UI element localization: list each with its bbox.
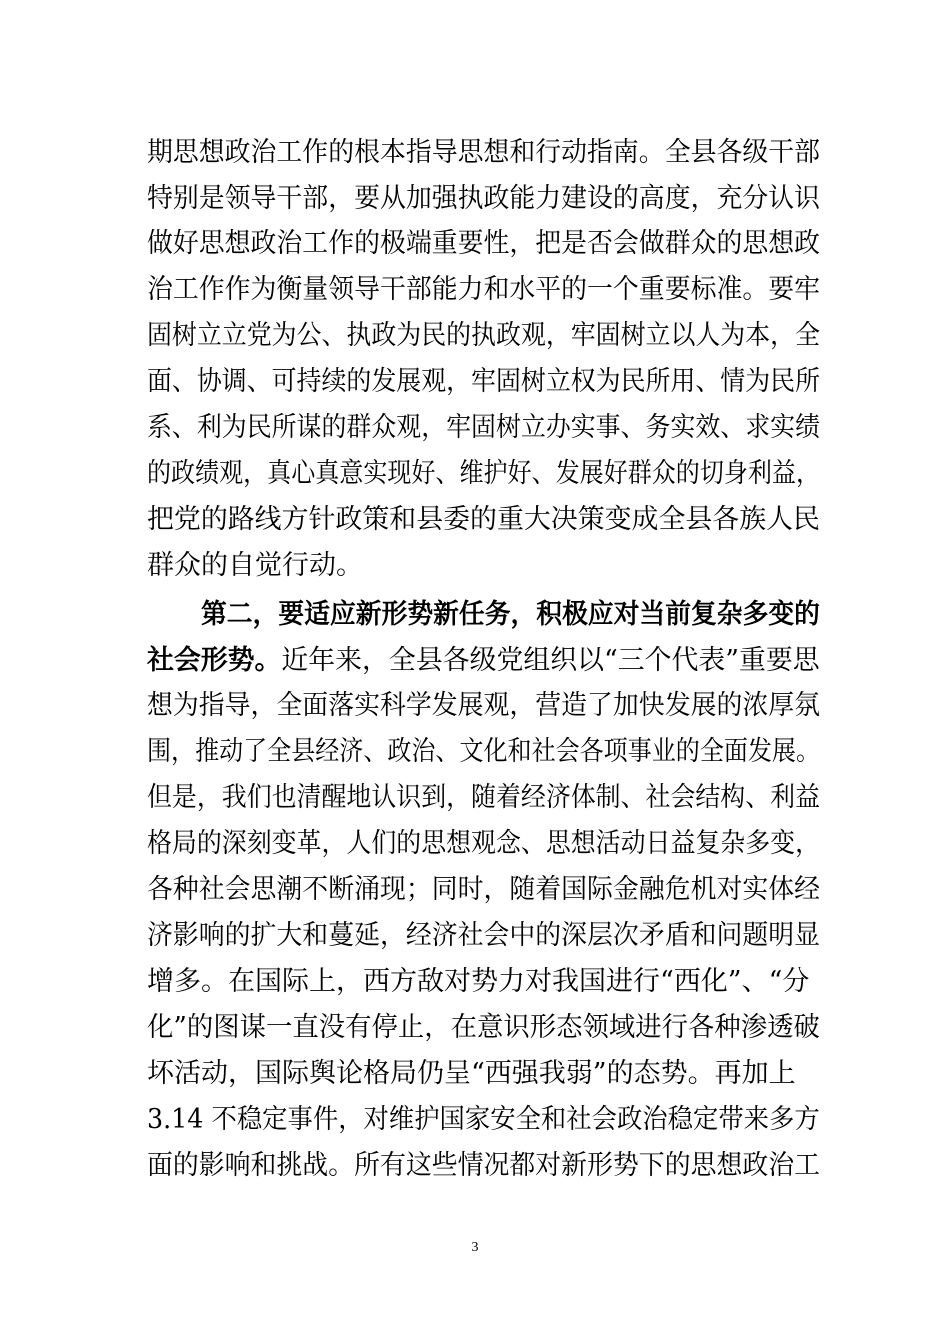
section-heading-end: 社会形势。 xyxy=(147,645,282,676)
paragraph-line: 特别是领导干部，要从加强执政能力建设的高度，充分认识 xyxy=(147,183,821,214)
paragraph-line: 群众的自觉行动。 xyxy=(147,550,363,581)
paragraph-line: 把党的路线方针政策和县委的重大决策变成全县各族人民 xyxy=(147,504,820,535)
paragraph-line: 3.14 不稳定事件，对维护国家安全和社会政治稳定带来多方 xyxy=(147,1104,820,1135)
paragraph-line: 面的影响和挑战。所有这些情况都对新形势下的思想政治工 xyxy=(147,1150,821,1181)
page-number: 3 xyxy=(471,1240,479,1255)
paragraph-line: 做好思想政治工作的极端重要性，把是否会做群众的思想政 xyxy=(147,228,821,259)
paragraph-line: 格局的深刻变革，人们的思想观念、思想活动日益复杂多变， xyxy=(147,828,821,859)
paragraph-line: 济影响的扩大和蔓延，经济社会中的深层次矛盾和问题明显 xyxy=(147,920,821,951)
paragraph-line: 坏活动，国际舆论格局仍呈“西强我弱”的态势。再加上 xyxy=(147,1058,796,1089)
paragraph-line: 想为指导，全面落实科学发展观，营造了加快发展的浓厚氛 xyxy=(147,690,821,721)
paragraph-line: 系、利为民所谋的群众观，牢固树立办实事、务实效、求实绩 xyxy=(147,412,821,443)
paragraph-line: 各种社会思潮不断涌现；同时，随着国际金融危机对实体经 xyxy=(147,874,821,905)
paragraph-line: 治工作作为衡量领导干部能力和水平的一个重要标准。要牢 xyxy=(147,274,821,305)
paragraph-line: 的政绩观，真心真意实现好、维护好、发展好群众的切身利益， xyxy=(147,458,820,489)
paragraph-line: 化”的图谋一直没有停止，在意识形态领域进行各种渗透破 xyxy=(147,1012,820,1043)
paragraph-line: 固树立立党为公、执政为民的执政观，牢固树立以人为本，全 xyxy=(147,320,821,351)
paragraph-line: 面、协调、可持续的发展观，牢固树立权为民所用、情为民所 xyxy=(147,366,821,397)
paragraph-line: 期思想政治工作的根本指导思想和行动指南。全县各级干部 xyxy=(147,137,821,168)
paragraph-line: 围，推动了全县经济、政治、文化和社会各项事业的全面发展。 xyxy=(147,736,820,767)
paragraph-line xyxy=(147,638,820,684)
paragraph-line: 但是，我们也清醒地认识到，随着经济体制、社会结构、利益 xyxy=(147,782,821,813)
paragraph-text: 近年来，全县各级党组织以“三个代表”重要思 xyxy=(281,645,820,676)
section-heading: 第二，要适应新形势新任务，积极应对当前复杂多变的 xyxy=(201,599,820,630)
paragraph-line: 增多。在国际上，西方敌对势力对我国进行“西化”、“分 xyxy=(147,966,810,997)
